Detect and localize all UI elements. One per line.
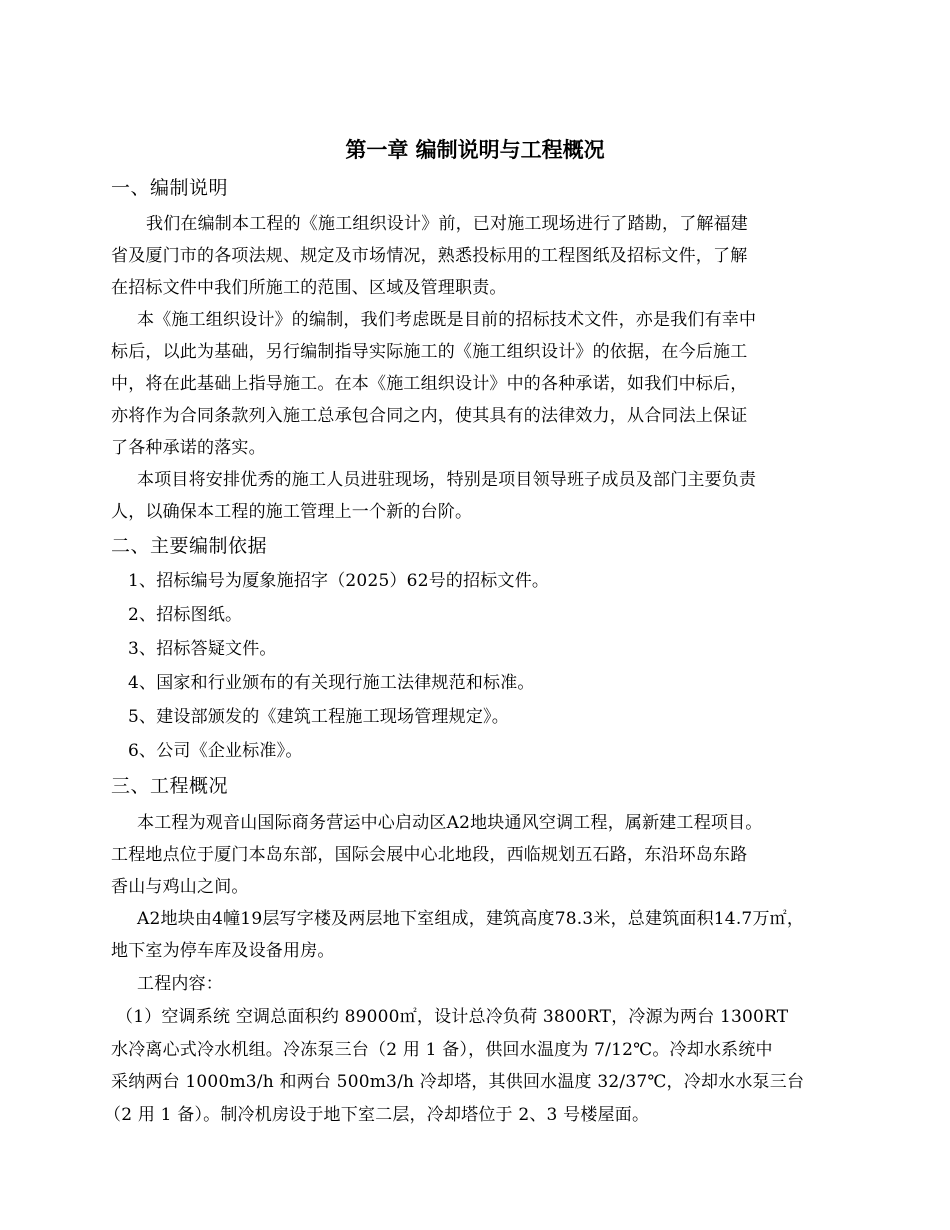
list-item: 4、国家和行业颁布的有关现行施工法律规范和标准。 (128, 673, 535, 693)
section-heading-1: 一、编制说明 (111, 177, 229, 199)
paragraph-line: 了各种承诺的落实。 (111, 438, 266, 458)
paragraph-line: 标后，以此为基础，另行编制指导实际施工的《施工组织设计》的依据，在今后施工 (111, 342, 748, 362)
content-label: 工程内容： (137, 974, 223, 994)
paragraph-line: 在招标文件中我们所施工的范围、区域及管理职责。 (111, 278, 507, 298)
paragraph-line: 本项目将安排优秀的施工人员进驻现场，特别是项目领导班子成员及部门主要负责 (137, 470, 757, 490)
chapter-title: 第一章 编制说明与工程概况 (345, 137, 605, 162)
paragraph-line: 香山与鸡山之间。 (111, 877, 249, 897)
paragraph-line: 水冷离心式冷水机组。冷冻泵三台（2 用 1 备），供回水温度为 7/12℃。冷却水系统中 (111, 1040, 773, 1060)
paragraph-line: 中，将在此基础上指导施工。在本《施工组织设计》中的各种承诺，如我们中标后， (111, 374, 748, 394)
section-heading-2: 二、主要编制依据 (111, 535, 268, 557)
paragraph-line: （2 用 1 备）。制冷机房设于地下室二层，冷却塔位于 2、3 号楼屋面。 (104, 1105, 650, 1125)
paragraph-line: 地下室为停车库及设备用房。 (111, 941, 335, 961)
list-item: 1、招标编号为厦象施招字（2025）62号的招标文件。 (128, 571, 550, 591)
paragraph-line: A2地块由4幢19层写字楼及两层地下室组成，建筑高度78.3米，总建筑面积14.7万㎡， (137, 909, 805, 929)
paragraph-line: 我们在编制本工程的《施工组织设计》前，已对施工现场进行了踏勘，了解福建 (146, 214, 748, 234)
paragraph-line: 亦将作为合同条款列入施工总承包合同之内，使其具有的法律效力，从合同法上保证 (111, 406, 748, 426)
paragraph-line: 本《施工组织设计》的编制，我们考虑既是目前的招标技术文件，亦是我们有幸中 (137, 310, 757, 330)
list-item: 2、招标图纸。 (128, 605, 243, 625)
paragraph-line: 工程地点位于厦门本岛东部，国际会展中心北地段，西临规划五石路，东沿环岛东路 (111, 845, 748, 865)
paragraph-line: 人，以确保本工程的施工管理上一个新的台阶。 (111, 502, 473, 522)
paragraph-line: 采纳两台 1000m3/h 和两台 500m3/h 冷却塔，其供回水温度 32/37℃，冷却水水泵三台 (111, 1072, 805, 1092)
list-item: 6、公司《企业标准》。 (128, 741, 303, 761)
section-heading-3: 三、工程概况 (111, 775, 229, 797)
paragraph-line: 本工程为观音山国际商务营运中心启动区A2地块通风空调工程，属新建工程项目。 (137, 813, 763, 833)
paragraph-line: （1）空调系统 空调总面积约 89000㎡，设计总冷负荷 3800RT，冷源为两台 1300RT (116, 1007, 789, 1027)
list-item: 5、建设部颁发的《建筑工程施工现场管理规定》。 (128, 707, 509, 727)
list-item: 3、招标答疑文件。 (128, 639, 277, 659)
paragraph-line: 省及厦门市的各项法规、规定及市场情况，熟悉投标用的工程图纸及招标文件，了解 (111, 246, 748, 266)
